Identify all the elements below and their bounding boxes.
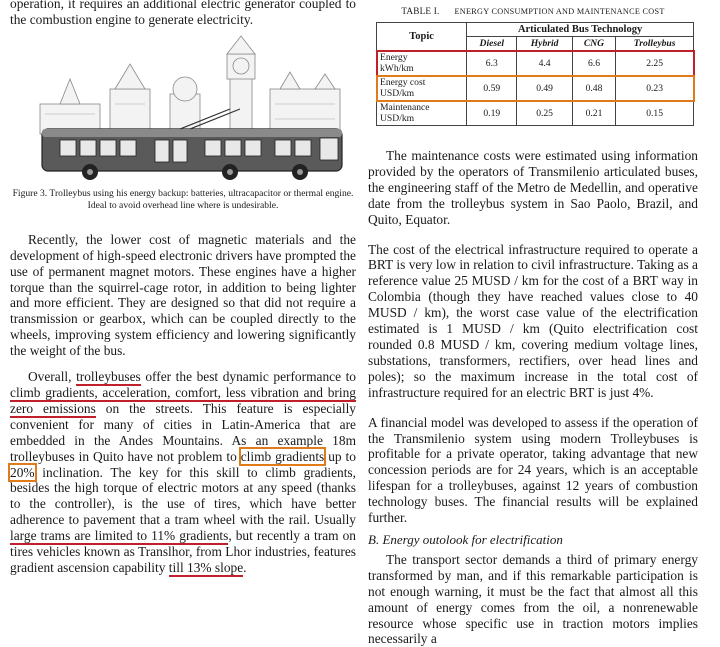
column-header: CNG <box>572 37 615 51</box>
table-cell: 6.6 <box>572 51 615 76</box>
table-cell: 0.59 <box>467 76 517 101</box>
para2-text: Overall, <box>28 369 77 385</box>
table-cell: 4.4 <box>517 51 572 76</box>
table-caption <box>368 6 698 16</box>
box-20-percent: 20% <box>10 464 35 480</box>
left-paragraph-1: Recently, the lower cost of magnetic materials and the development of high-speed electronic drivers have prompted the use of permanent magnet motors. These engines have a higher torque than the squirrel-cage rotor, in addition to being lighter and more efficient. They are designed so that did not require a transmission or gearbox, which can be coupled directly to the wheels, improving system efficiency and lowering significantly the weight of the bus. <box>10 231 356 359</box>
table-cell: 0.19 <box>467 101 517 126</box>
trolleybus-figure <box>30 34 356 184</box>
row-label: Maintenance USD/km <box>377 101 467 126</box>
column-header: Trolleybus <box>616 37 694 51</box>
para2-text: . <box>243 559 247 575</box>
table-cell: 0.49 <box>517 76 572 101</box>
para2-text: offer the best dynamic performance to <box>140 369 356 385</box>
box-climb-gradients: climb gradients <box>240 448 325 464</box>
highlight-tram-limit: large trams are limited to 11% gradients <box>10 528 229 544</box>
left-paragraph-2 <box>10 369 356 576</box>
intro-paragraph: operation, it requires an additional electric generator coupled to the combustion engine to generate electricity. <box>10 0 356 27</box>
table-caption-prefix: TABLE I. <box>401 6 440 16</box>
table-cell: 0.25 <box>517 101 572 126</box>
figure-caption: Figure 3. Trolleybus using his energy backup: batteries, ultracapacitor or thermal engine. Ideal to avoid overhead line where is undesirable. <box>12 187 354 211</box>
row-label: Energy cost USD/km <box>377 76 467 101</box>
table-cell: 0.21 <box>572 101 615 126</box>
right-column <box>368 0 698 647</box>
table-cell: 0.15 <box>616 101 694 126</box>
section-heading: B. Energy outolook for electrification <box>368 531 563 547</box>
highlight-13-slope: till 13% slope <box>168 559 244 575</box>
column-header: Diesel <box>467 37 517 51</box>
para2-text: on the streets. This feature is especially convenient for many of cities in Latin-America that are embedded in the Andes Mountains. As an example 18m trolleybuses in Quito have not problem to <box>10 400 357 464</box>
row-label: Energy kWh/km <box>377 51 467 76</box>
column-header: Hybrid <box>517 37 572 51</box>
table-row-maintenance <box>377 101 694 126</box>
trolleybus-illustration <box>30 34 360 184</box>
energy-cost-table <box>376 22 694 126</box>
table-caption-title: ENERGY CONSUMPTION AND MAINTENANCE COST <box>454 7 665 16</box>
para2-text: inclination. The key for this skill to climb gradients, besides the high torque of electric motors at any speed (thanks to the controller), is the use of tires, which have better adherence to pavement that a tram wheel with the rail. Usually <box>10 464 356 528</box>
right-paragraph-1: The maintenance costs were estimated using information provided by the operators of Transmilenio articulated buses, the engineering staff of the Metro de Medellin, and operative date from the trolleybus system in Sao Paolo, Brazil, and Quito, Equator. <box>368 148 698 227</box>
para2-text: up to <box>324 448 356 464</box>
table-cell: 2.25 <box>616 51 694 76</box>
table-topic-header: Topic <box>377 23 467 51</box>
right-paragraph-3: A financial model was developed to assess if the operation of the Transmilenio system using modern Trolleybuses is profitable for a private operator, taking advantage that new concession periods are for 24 years, which is an acceptable lifespan for a trolleybuses, against 12 years of combustion technology buses. The financial results will be explained further. <box>368 414 698 526</box>
right-paragraph-4: The transport sector demands a third of primary energy transformed by man, and if this remarkable participation is not enough warning, it must be the fact that almost all this amount of energy comes from the oil, a nonrenewable resource whose specific use in traction motors implies necessarily a <box>368 551 698 647</box>
highlight-trolleybuses: trolleybuses <box>76 369 141 385</box>
left-column <box>10 0 356 576</box>
table-cell: 0.23 <box>616 76 694 101</box>
table-cell: 6.3 <box>467 51 517 76</box>
right-paragraph-2: The cost of the electrical infrastructure required to operate a BRT is very low in relation to civil infrastructure. Taking as a reference value 25 MUSD / km for the cost of a BRT way in Colombia (though they have reached values close to 40 MUSD / km), the worst case value of the electrification estimated is 1 MUSD / km (Quito electrification cost rounded 0.8 MUSD / km, covering medium voltage lines, substations, transformers, rectifiers, over head lines and poles); so the maximum increase in the total cost of infrastructure required for an electric BRT is just 4%. <box>368 241 698 400</box>
table-row-energy-cost <box>377 76 694 101</box>
highlight-benefits: climb gradients, acceleration, comfort, less vibration and bring zero emissions <box>10 384 356 416</box>
table-row-energy <box>377 51 694 76</box>
para2-text: , but recently a tram on tires vehicles known as Translhor, from Lhor industries, features gradient ascension capability <box>10 528 356 575</box>
table-group-header: Articulated Bus Technology <box>467 23 694 37</box>
table-cell: 0.48 <box>572 76 615 101</box>
